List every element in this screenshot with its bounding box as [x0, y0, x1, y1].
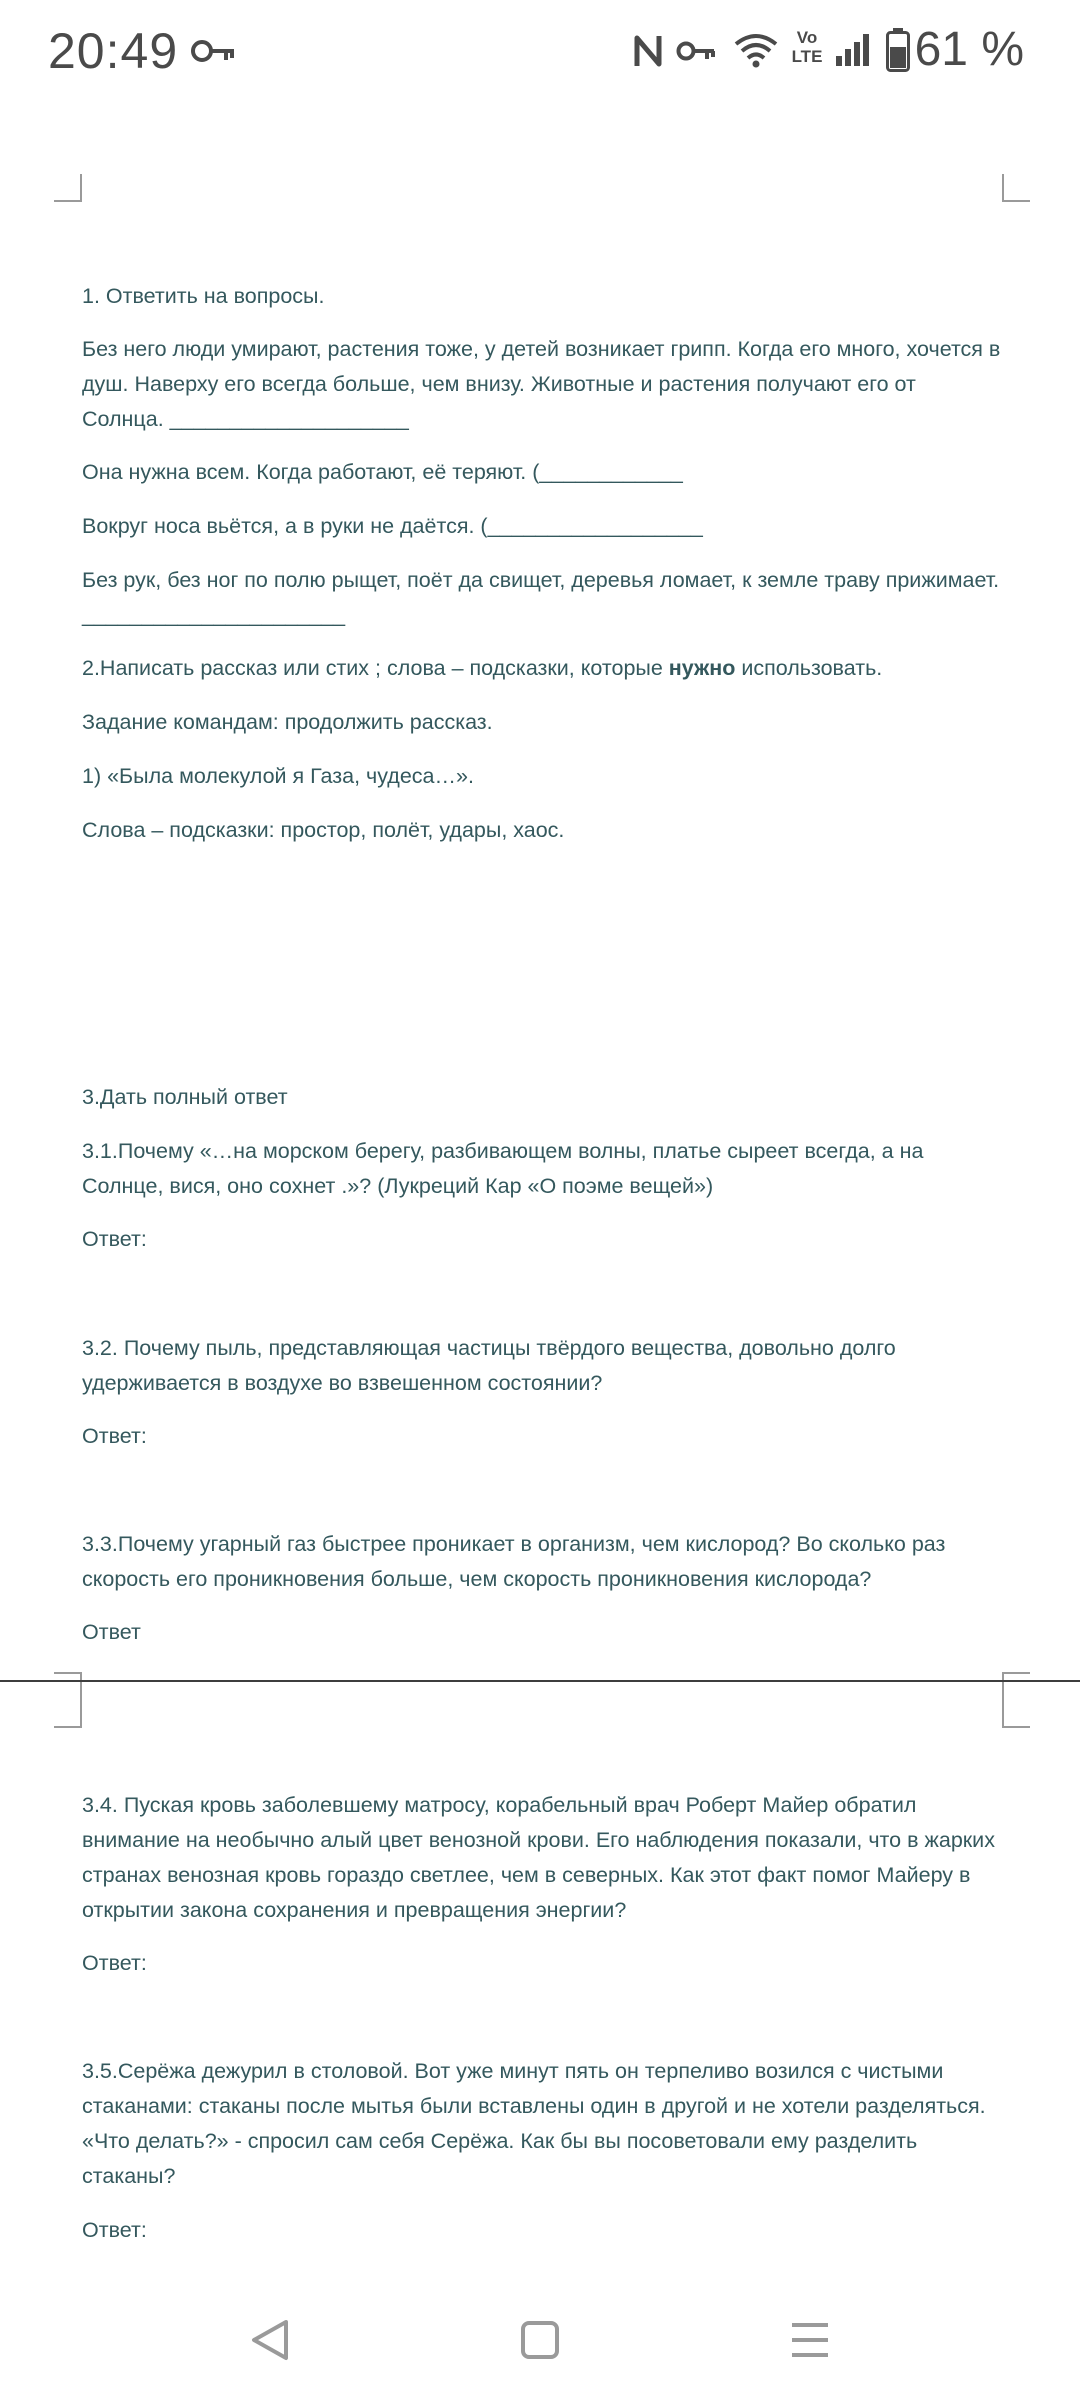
riddle-paragraph: Вокруг носа вьётся, а в руки не даётся. (__________________ [82, 514, 703, 538]
answer-label: Ответ: [82, 2218, 147, 2242]
task-2-paragraph [82, 651, 1002, 686]
answer-label: Ответ: [82, 1227, 147, 1251]
task-2-text: 2.Написать рассказ или стих ; слова – подсказки, которые [82, 656, 669, 680]
battery-icon [886, 28, 910, 72]
question-paragraph: 3.5.Серёжа дежурил в столовой. Вот уже минут пять он терпеливо возился с чистыми стаканами: стаканы после мытья были вставлены один в другой и не хотели разделяться. «Что делать?» - спросил сам себя Серёжа. Как бы вы посоветовали ему разделить стаканы? [82, 2059, 986, 2188]
menu-button[interactable] [730, 2280, 890, 2400]
page-separator [0, 1680, 1080, 1682]
riddle-paragraph: Без него люди умирают, растения тоже, у детей возникает грипп. Когда его много, хочется в душ. Наверху его всегда больше, чем внизу. Животные и растения получают его от Солнца. ____________________ [82, 337, 1001, 431]
volte-icon [790, 28, 824, 66]
page-corner-mark [54, 174, 82, 202]
task-2-bold-word: нужно [668, 656, 736, 680]
home-icon [521, 2321, 559, 2359]
battery-percent: 61 % [914, 23, 1024, 76]
navigation-bar [0, 2280, 1080, 2400]
page-corner-mark [54, 1672, 82, 1700]
answer-label: Ответ [82, 1620, 141, 1644]
question-paragraph: 3.2. Почему пыль, представляющая частицы твёрдого вещества, довольно долго удерживается в воздухе во взвешенном состоянии? [82, 1336, 896, 1395]
question-3-heading: 3.Дать полный ответ [82, 1085, 288, 1109]
menu-icon [790, 2321, 830, 2359]
page-corner-mark [1002, 174, 1030, 202]
status-bar [0, 0, 1080, 100]
task-2-text-end: использовать. [735, 656, 883, 680]
question-paragraph: 3.3.Почему угарный газ быстрее проникает в организм, чем кислород? Во сколько раз скорость его проникновения больше, чем скорость проникновения кислорода? [82, 1532, 946, 1591]
volte-label-top: Vo [796, 28, 818, 47]
answer-label: Ответ: [82, 1424, 147, 1448]
answer-label: Ответ: [82, 1951, 147, 1975]
page-corner-mark [1002, 1672, 1030, 1700]
riddle-paragraph: Она нужна всем. Когда работают, её теряют. (____________ [82, 460, 683, 484]
vpn-key-icon [676, 38, 716, 64]
hint-words-paragraph: Слова – подсказки: простор, полёт, удары, хаос. [82, 818, 565, 842]
volte-label-bottom: LTE [791, 47, 823, 66]
back-icon [250, 2318, 290, 2362]
wifi-icon [734, 32, 778, 68]
home-button[interactable] [460, 2280, 620, 2400]
riddle-paragraph: Без рук, без ног по полю рыщет, поёт да свищет, деревья ломает, к земле траву прижимает. ______________________ [82, 568, 1000, 627]
nfc-icon [632, 32, 664, 70]
key-icon [190, 38, 236, 64]
team-task-paragraph: Задание командам: продолжить рассказ. [82, 710, 493, 734]
page-corner-mark [1002, 1700, 1030, 1728]
back-button[interactable] [190, 2280, 350, 2400]
question-paragraph: 3.4. Пуская кровь заболевшему матросу, корабельный врач Роберт Майер обратил внимание на необычно алый цвет венозной крови. Его наблюдения показали, что в жарких странах венозная кровь гораздо светлее, чем в северных. Как этот факт помог Майеру в открытии закона сохранения и превращения энергии? [82, 1793, 995, 1922]
signal-icon [834, 32, 870, 68]
question-paragraph: 3.1.Почему «…на морском берегу, разбивающем волны, платье сыреет всегда, а на Солнце, вися, оно сохнет .»? (Лукреций Кар «О поэме вещей») [82, 1139, 924, 1198]
question-1-heading: 1. Ответить на вопросы. [82, 284, 325, 308]
story-start-paragraph: 1) «Была молекулой я Газа, чудеса…». [82, 764, 474, 788]
clock: 20:49 [48, 23, 179, 79]
page-corner-mark [54, 1700, 82, 1728]
